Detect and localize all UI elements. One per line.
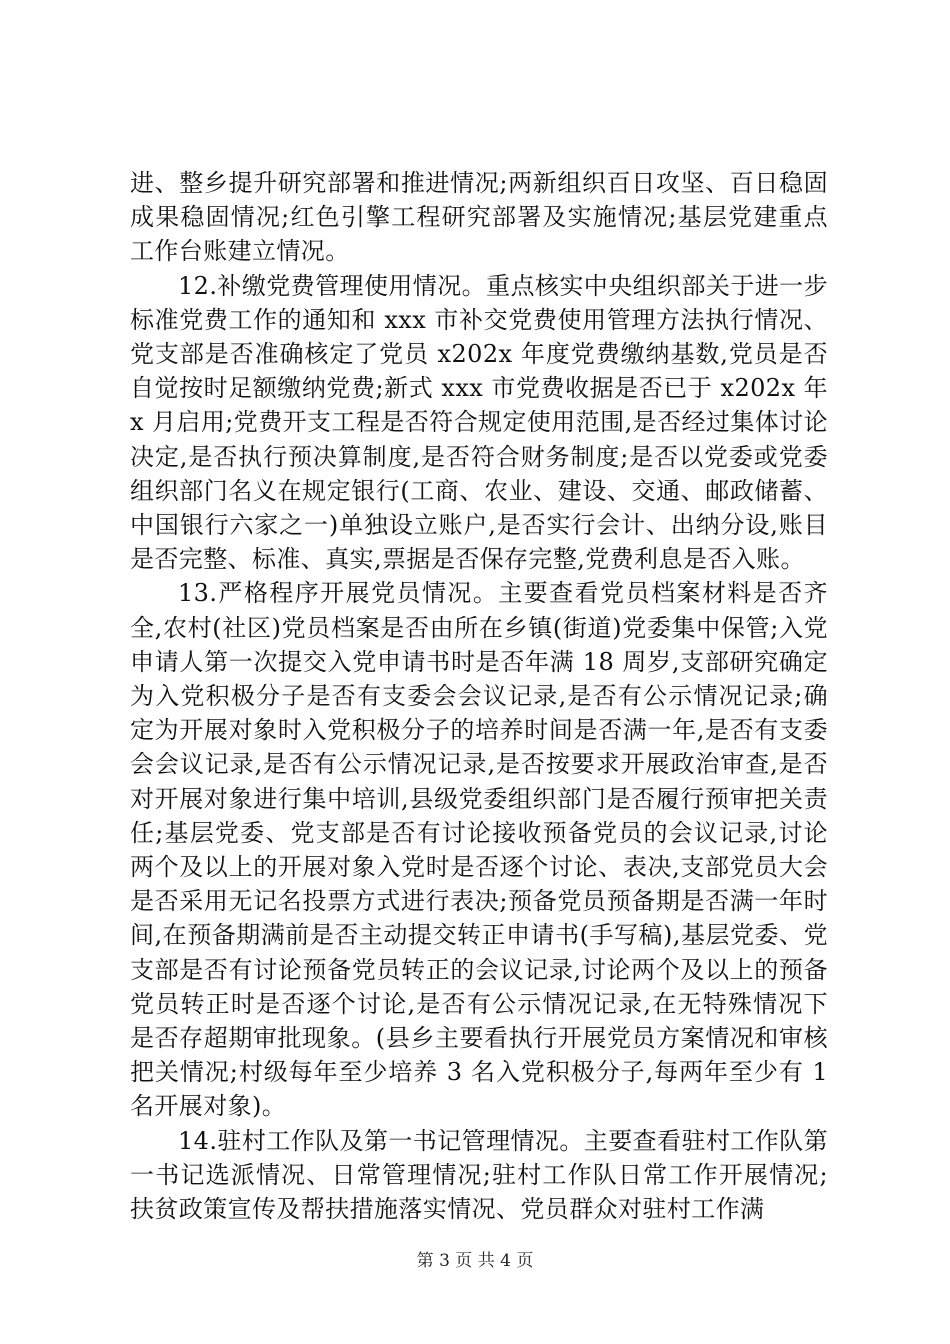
page-number-label: 第 3 页 共 4 页: [416, 1251, 534, 1271]
document-body: [130, 166, 828, 1226]
paragraph-item-14: 14.驻村工作队及第一书记管理情况。主要查看驻村工作队第一书记选派情况、日常管理情况;驻村工作队日常工作开展情况;扶贫政策宣传及帮扶措施落实情况、党员群众对驻村工作满: [130, 1126, 828, 1224]
paragraph-item-13: 13.严格程序开展党员情况。主要查看党员档案材料是否齐全,农村(社区)党员档案是否由所在乡镇(街道)党委集中保管;入党申请人第一次提交入党申请书时是否年满 18 周岁,支部研究确定为入党积极分子是否有支委会会议记录,是否有公示情况记录;确定为开展对象时入党积极分子的培养时间是否满一年,是否有支委会会议记录,是否有公示情况记录,是否按要求开展政治审查,是否对开展对象进行集中培训,县级党委组织部门是否履行预审把关责任;基层党委、党支部是否有讨论接收预备党员的会议记录,讨论两个及以上的开展对象入党时是否逐个讨论、表决,支部党员大会是否采用无记名投票方式进行表决;预备党员预备期是否满一年时间,在预备期满前是否主动提交转正申请书(手写稿),基层党委、党支部是否有讨论预备党员转正的会议记录,讨论两个及以上的预备党员转正时是否逐个讨论,是否有公示情况记录,在无特殊情况下是否存超期审批现象。(县乡主要看执行开展党员方案情况和审核把关情况;村级每年至少培养 3 名入党积极分子,每两年至少有 1 名开展对象)。: [130, 579, 828, 1121]
paragraph-item-12: 12.补缴党费管理使用情况。重点核实中央组织部关于进一步标准党费工作的通知和 xxx 市补交党费使用管理方法执行情况、党支部是否准确核定了党员 x202x 年度党费缴纳基数,党员是否自觉按时足额缴纳党费;新式 xxx 市党费收据是否已于 x202x 年 x 月启用;党费开支工程是否符合规定使用范围,是否经过集体讨论决定,是否执行预决算制度,是否符合财务制度;是否以党委或党委组织部门名义在规定银行(工商、农业、建设、交通、邮政储蓄、中国银行六家之一)单独设立账户,是否实行会计、出纳分设,账目是否完整、标准、真实,票据是否保存完整,党费利息是否入账。: [130, 271, 828, 574]
page-footer: [0, 1250, 950, 1272]
paragraph-continuation: 进、整乡提升研究部署和推进情况;两新组织百日攻坚、百日稳固成果稳固情况;红色引擎工程研究部署及实施情况;基层党建重点工作台账建立情况。: [130, 169, 828, 266]
